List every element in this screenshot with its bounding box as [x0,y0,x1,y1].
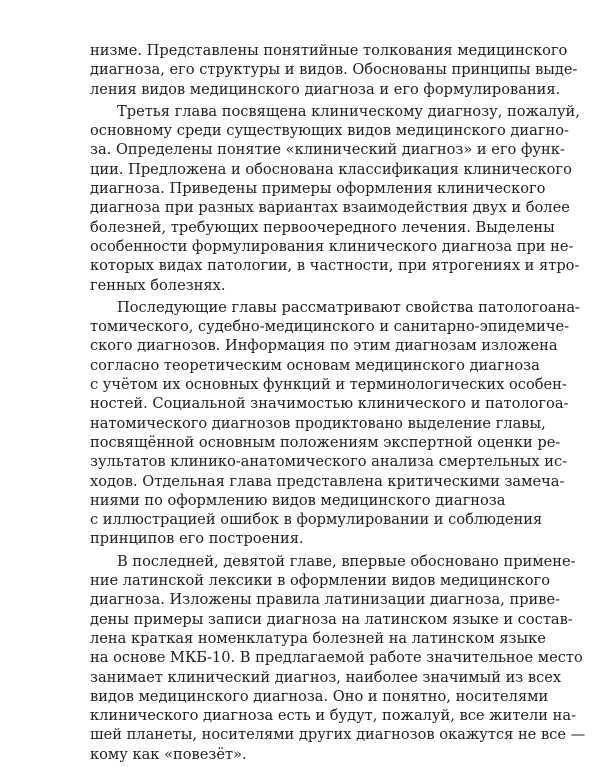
text-line: шей планеты, носителями других диагнозов окажутся не все — [90,726,586,744]
paragraph-subsequent-chapters [90,298,580,549]
text-line: натомического диагнозов продиктовано выделение главы, [90,414,546,432]
text-line: на основе МКБ-10. В предлагаемой работе значительное место [90,649,583,667]
text-line: ления видов медицинского диагноза и его формулирования. [90,80,561,98]
text-line: зультатов клинико-анатомического анализа смертельных ис- [90,453,568,471]
text-line: диагноза, его структуры и видов. Обоснованы принципы выде- [90,61,578,79]
text-line: ского диагнозов. Информация по этим диагнозам изложена [90,337,558,355]
paragraph-intro-continuation [90,41,578,99]
text-line: В последней, девятой главе, впервые обосновано примене- [117,552,576,570]
text-line: посвящённой основным положениям экспертной оценки ре- [90,433,561,451]
text-line: дены примеры записи диагноза на латинском языке и состав- [90,610,573,628]
text-line: Последующие главы рассматривают свойства патологоана- [117,298,580,316]
text-line: ние латинской лексики в оформлении видов медицинского [90,572,550,590]
text-line: которых видах патологии, в частности, при ятрогениях и ятро- [90,257,580,275]
text-line: особенности формулирования клинического диагноза при не- [90,237,574,255]
text-line: ции. Предложена и обоснована классификация клинического [90,160,572,178]
text-line: болезней, требующих первоочередного лечения. Выделены [90,218,555,236]
text-line: согласно теоретическим основам медицинского диагноза [90,356,540,374]
text-line: с иллюстрацией ошибок в формулировании и соблюдения [90,511,543,529]
text-line: ходов. Отдельная глава представлена критическими замеча- [90,472,565,490]
text-line: генных болезнях. [90,276,226,294]
text-line: основному среди существующих видов медицинского диагно- [90,122,569,140]
paragraph-final-chapter [90,552,586,764]
text-line: ностей. Социальной значимостью клинического и патологоа- [90,395,569,413]
text-line: ниями по оформлению видов медицинского диагноза [90,491,506,509]
body-text [90,41,586,767]
text-line: томического, судебно-медицинского и санитарно-эпидемиче- [90,318,570,336]
text-line: диагноза. Изложены правила латинизации диагноза, приве- [90,591,561,609]
text-line: низме. Представлены понятийные толкования медицинского [90,42,568,59]
text-line: клинического диагноза есть и будут, пожалуй, все жители на- [90,707,577,725]
text-line: принципов его построения. [90,530,304,548]
text-line: диагноза. Приведены примеры оформления клинического [90,180,546,198]
text-line: видов медицинского диагноза. Оно и понятно, носителями [90,687,549,705]
paragraph-chapter-three [90,102,580,295]
text-line: занимает клинический диагноз, наиболее значимый из всех [90,668,562,686]
text-line: Третья глава посвящена клиническому диагнозу, пожалуй, [117,102,580,120]
text-line: за. Определены понятие «клинический диагноз» и его функ- [90,141,565,159]
text-line: кому как «повезёт». [90,745,247,763]
text-line: лена краткая номенклатура болезней на латинском языке [90,629,546,647]
text-line: диагноза при разных вариантах взаимодействия двух и более [90,199,570,217]
text-line: с учётом их основных функций и терминологических особен- [90,376,567,394]
